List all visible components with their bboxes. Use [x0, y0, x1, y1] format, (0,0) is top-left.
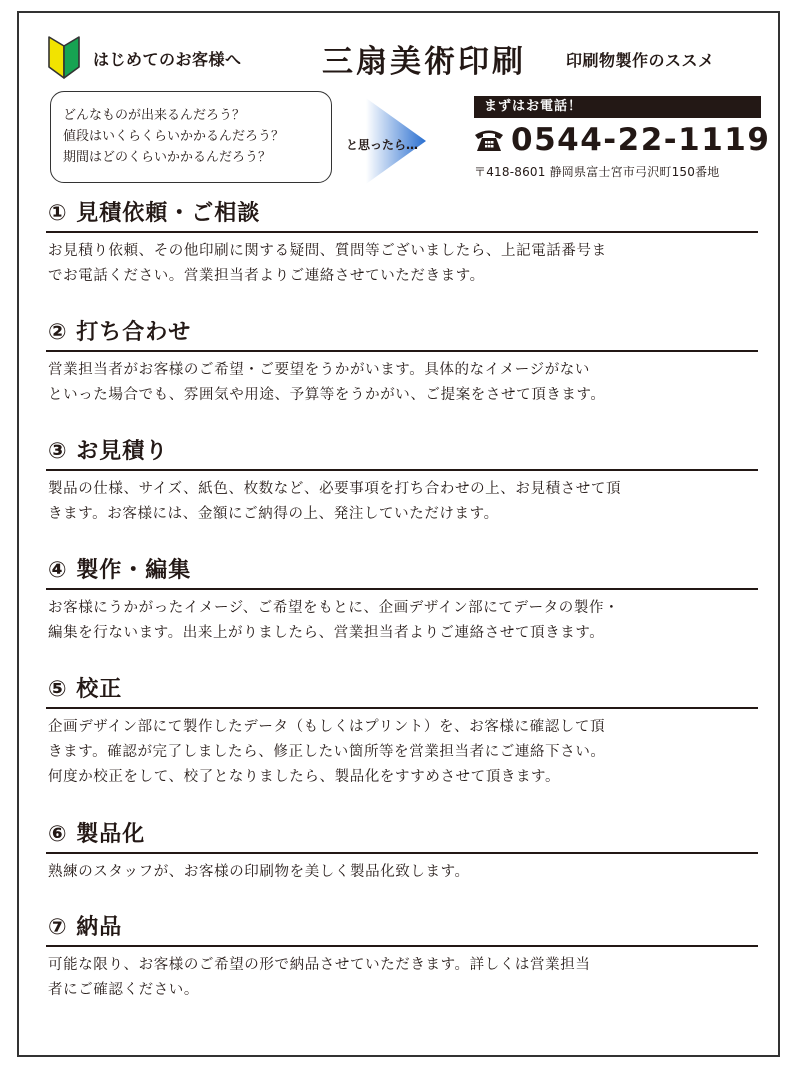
questions-box: [50, 91, 332, 183]
body-line: 熟練のスタッフが、お客様の印刷物を美しく製品化致します。: [48, 864, 470, 880]
section-delivery: [46, 911, 758, 1003]
body-line: お客様にうかがったイメージ、ご希望をもとに、企画デザイン部にてデータの製作・: [48, 600, 620, 616]
section-title: ① 見積依頼・ご相談: [46, 197, 758, 233]
beginner-mark-icon: [47, 34, 81, 80]
body-line: といった場合でも、雰囲気や用途、予算等をうかがい、ご提案をさせて頂きます。: [48, 387, 606, 403]
telephone-icon: [474, 127, 504, 153]
body-line: きます。確認が完了しましたら、修正したい箇所等を営業担当者にご連絡下さい。: [48, 744, 606, 760]
question-line: 値段はいくらくらいかかるんだろう？: [63, 129, 285, 144]
tagline: 印刷物製作のススメ: [566, 51, 715, 70]
section-proofing: [46, 673, 758, 790]
phone-number[interactable]: 0544-22-1119: [511, 122, 771, 158]
question-line: 期間はどのくらいかかるんだろう？: [63, 150, 272, 165]
body-line: 営業担当者がお客様のご希望・ご要望をうかがいます。具体的なイメージがない: [48, 362, 591, 378]
section-estimate-request: [46, 197, 758, 289]
section-title: ⑥ 製品化: [46, 818, 758, 854]
section-body: [46, 715, 758, 790]
header: [0, 0, 800, 190]
body-line: 企画デザイン部にて製作したデータ（もしくはプリント）を、お客様に確認して頂: [48, 719, 606, 735]
body-line: きます。お客様には、金額にご納得の上、発注していただけます。: [48, 506, 499, 522]
section-body: [46, 596, 758, 646]
think-then-text: と思ったら…: [346, 138, 419, 152]
section-manufacturing: [46, 818, 758, 885]
call-label: まずはお電話！: [474, 96, 761, 118]
intro-text: はじめてのお客様へ: [93, 50, 242, 69]
section-production: [46, 554, 758, 646]
section-body: [46, 860, 758, 885]
section-body: [46, 953, 758, 1003]
section-meeting: [46, 316, 758, 408]
section-title: ④ 製作・編集: [46, 554, 758, 590]
section-title: ⑤ 校正: [46, 673, 758, 709]
section-body: [46, 358, 758, 408]
section-body: [46, 477, 758, 527]
section-title: ③ お見積り: [46, 435, 758, 471]
body-line: 製品の仕様、サイズ、紙色、枚数など、必要事項を打ち合わせの上、お見積させて頂: [48, 481, 622, 497]
address: 〒418-8601 静岡県富士宮市弓沢町150番地: [474, 165, 720, 179]
body-line: 者にご確認ください。: [48, 982, 199, 998]
section-title: ② 打ち合わせ: [46, 316, 758, 352]
phone-row: [474, 121, 770, 159]
section-estimate: [46, 435, 758, 527]
body-line: お見積り依頼、その他印刷に関する疑問、質問等ございましたら、上記電話番号ま: [48, 243, 607, 259]
section-title: ⑦ 納品: [46, 911, 758, 947]
question-line: どんなものが出来るんだろう？: [63, 108, 246, 123]
body-line: でお電話ください。営業担当者よりご連絡させていただきます。: [48, 268, 485, 284]
body-line: 何度か校正をして、校了となりましたら、製品化をすすめさせて頂きます。: [48, 769, 561, 785]
section-body: [46, 239, 758, 289]
body-line: 可能な限り、お客様のご希望の形で納品させていただきます。詳しくは営業担当: [48, 957, 591, 973]
body-line: 編集を行ないます。出来上がりましたら、営業担当者よりご連絡させて頂きます。: [48, 625, 605, 641]
company-name: 三扇美術印刷: [322, 44, 526, 80]
